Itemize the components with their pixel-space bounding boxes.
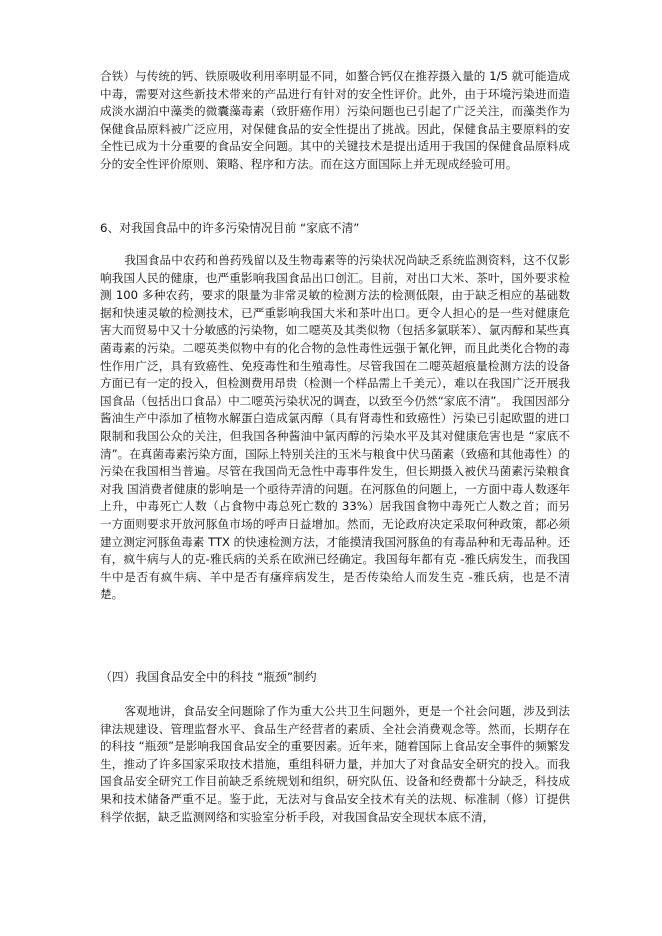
section-heading-4: （四）我国食品安全中的科技 “瓶颈”制约 [100, 670, 317, 684]
continued-paragraph: 合铁）与传统的钙、铁原吸收利用率明显不同，如螯合钙仅在推荐摄入量的 1/5 就可能造成中毒，需要对这些新技术带来的产品进行有针对的安全性评价。此外，由于环境污染进而造成淡水湖泊中藻类的微囊藻毒素（致肝癌作用）污染问题也已引起了广泛关注，而藻类作为保健食品原料被广泛应用，对保健食品的安全性提出了挑战。因此，保健食品主要原料的安全性已成为十分重要的食品安全问题。其中的关键技术是提出适用于我国的保健食品原料成分的安全性评价原则、策略、程序和方法。而在这方面国际上并无现成经验可用。 [100, 69, 570, 171]
technology-paragraph: 客观地讲，食品安全问题除了作为重大公共卫生问题外，更是一个社会问题，涉及到法律法规建设、管理监督水平、食品生产经营者的素质、全社会消费观念等。然而，长期存在的科技 “瓶颈”是影响我国食品安全的重要因素。近年来，随着国际上食品安全事件的频繁发生，推动了许多国家采取技术措施，重组科研力量，并加大了对食品安全研究的投入。而我国食品安全研究工作目前缺乏系统规划和组织，研究队伍、设备和经费都十分缺乏，科技成果和技术储备严重不足。鉴于此，无法对与食品安全技术有关的法规、标准制（修）订提供科学依据，缺乏监测网络和实验室分析手段，对我国食品安全现状本底不清， [100, 704, 570, 824]
pollution-paragraph: 我国食品中农药和兽药残留以及生物毒素等的污染状况尚缺乏系统监测资料，这不仅影响我国人民的健康，也严重影响我国食品出口创汇。目前，对出口大米、茶叶，国外要求检测 100 多种农药，要求的限量为非常灵敏的检测方法的检测低限，由于缺乏相应的基础数据和快速灵敏的检测技术，已严重影响我国大米和茶叶出口。更令人担心的是一些对健康危害大而贸易中又十分敏感的污染物，如二噁英及其类似物（包括多氯联苯）、氯丙醇和某些真菌毒素的污染。二噁英类似物中有的化合物的急性毒性远强于氰化钾，而且此类化合物的毒性作用广泛，具有致癌性、免疫毒性和生殖毒性。尽管我国在二噁英超痕量检测方法的设备方面已有一定的投入，但检测费用昂贵（检测一个样品需上千美元），难以在我国广泛开展我国食品（包括出口食品）中二噁英污染状况的调查，以致至今仍然“家底不清”。 我国因部分酱油生产中添加了植物水解蛋白造成氯丙醇（具有肾毒性和致癌性）污染已引起欧盟的进口限制和我国公众的关注，但我国各种酱油中氯丙醇的污染水平及其对健康危害也是 “家底不清”。在真菌毒素污染方面，国际上特别关注的玉米与粮食中伏马菌素（致癌和其他毒性）的污染在我国相当普遍。尽管在我国尚无急性中毒事件发生，但长期摄入被伏马菌素污染粮食对我 国消费者健康的影响是一个亟待弄清的问题。在河豚鱼的问题上，一方面中毒人数逐年上升，中毒死亡人数（占食物中毒总死亡数的 33%）居我国食物中毒死亡人数之首；而另一方面则要求开放河豚鱼市场的呼声日益增加。然而，无论政府决定采取何种政策，都必须建立测定河豚鱼毒素 TTX 的快速检测方法，才能摸清我国河豚鱼的有毒品种和无毒品种。还有，疯牛病与人的克-雅氏病的关系在欧洲已经确定。我国每年都有克 -雅氏病发生，而我国牛中是否有疯牛病、羊中是否有瘙痒病发生，是否传染给人而发生克 -雅氏病，也是不清楚。 [100, 253, 570, 602]
section-heading-6: 6、对我国食品中的许多污染情况目前 “家底不清” [100, 221, 360, 235]
